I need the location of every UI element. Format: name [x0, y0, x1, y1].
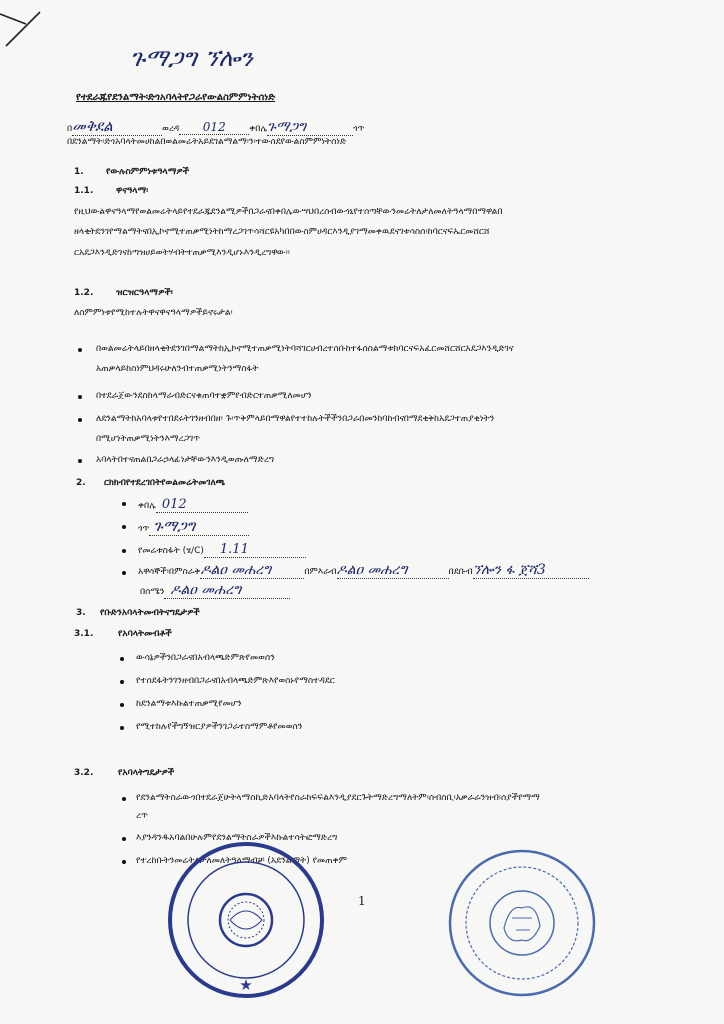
bullet-marker	[78, 459, 82, 463]
official-stamp-left	[166, 840, 326, 1000]
section-3-2-title: የአባላትግዴታዎች	[118, 768, 175, 778]
list-item: የተረከቡትንመሬትለታለመለትዓላማብቻ (አደንልማት) የመጠቀም	[136, 856, 348, 866]
page-number: 1	[358, 894, 366, 908]
list-item: አጠቃላይከስነምህዳሩሁለንብተጠቃሚነትንማስፋት	[96, 364, 259, 374]
intro-prefix: በ	[67, 124, 73, 134]
list-item: የደንልማትስራውጎበተደራጀሁትላማስኪድአባላትየስራከፍፍልእንዲያደርጉትማድረግማለትም፡ሰብስቢ፡አቃራራንዝብ፡ሰያችየማማ	[136, 793, 540, 803]
bullet-marker	[122, 860, 126, 864]
section-1-title: የውሉስምምነቱዓላማዎች	[106, 167, 190, 177]
border-east-value: ዶልዐ መሐረግ	[200, 562, 304, 579]
field-value: 012	[156, 497, 248, 513]
list-item: የሚተከሉየችግኝዝርያዎችንገጋራተስማምቶየመወሰን	[136, 722, 303, 732]
bullet-marker	[78, 418, 82, 422]
bullet-marker	[78, 348, 82, 352]
field-got	[138, 517, 249, 536]
corner-pen-mark	[0, 0, 60, 60]
list-item: ለደንልማትከአባላቱየተበደሩትገንዘብበዘ፡ ጉ፡ጥቅምላይበማዋልየተተከሉትችችንበጋራበመንከባከብናበማደቂቅከአደጋተጠያቂነትን	[96, 414, 495, 424]
intro-wereda-label: ወረዳ	[162, 124, 180, 134]
intro-line-1	[67, 117, 364, 136]
section-1-1-title: ዋናዓላማ፡	[116, 186, 149, 196]
intro-got-label: ጎጥ	[353, 124, 365, 134]
bullet-marker	[122, 837, 126, 841]
section-1-number: 1.	[74, 167, 84, 177]
bullet-marker	[120, 726, 124, 730]
section-1-2-intro: ለስምምነቱየሚከተሉትዋናዋናዓላማዎችይኖሩታል፡	[74, 308, 233, 318]
bullet-marker	[122, 502, 126, 506]
handwritten-heading: ጉማጋግ ኘሎን	[130, 44, 253, 72]
section-1-1-number: 1.1.	[74, 186, 94, 196]
document-title: የተደራጁየደንልማት፡ድጎአባላትየጋራየውልስምምነትሰነድ	[76, 92, 276, 103]
bullet-marker	[122, 571, 126, 575]
paragraph-line: የዚህውልዋናዓላማየወልመሬትላይየተደራጁደንልሚዎችበጋራናበቀበሌውሣህበረሰብውጎኒየተሰጣቸውንመሬትለታለመለትዓላማበማዋልበ	[74, 207, 503, 217]
field-label: ቀበሌ	[138, 501, 156, 511]
field-value: 1.11	[204, 542, 306, 558]
section-1-2-number: 1.2.	[74, 288, 94, 298]
field-area	[138, 542, 306, 558]
border-label: አዋሳኞች፡በምስራቅ	[138, 567, 201, 577]
bullet-marker	[122, 797, 126, 801]
section-3-1-title: የአባላትመብቶች	[118, 629, 172, 639]
paragraph-line: ርአደጋእንዲድገናከጣዝሀይወትሃብትተጠቃሚእንዲሆኑእንዲረግዋው፡፡	[74, 248, 290, 258]
list-item: በወልመሬትላይበዘላቂትደንገበማልማትከኢኮኖሚተጠቃሚነትባሻገርሀብረተሰቡከተፋሰስልማቱከባርናፍአፈርመሸርሸርአደጋእንዲድገና	[96, 344, 514, 354]
border-west-label: በምእራብ	[304, 567, 337, 577]
border-north-label: በሰሜን	[140, 587, 165, 597]
field-label: ጎጥ	[138, 524, 150, 534]
paragraph-line: ዘላቂትደንገየማልማትናበኢኮኖሚተጠቃሚነትከማረጋገጥሳሻርዩአካበበውስምሀዳርእንዲያገማመቀዉደናገቱሳስሰ፡ከባርናፍኤርመሸርሸ	[74, 227, 490, 237]
official-stamp-right	[446, 848, 598, 998]
section-2-title: ርክክብየተደረገበትየወልመሬትመገለጫ	[104, 478, 226, 488]
list-item: በሚሆነትጠቃሚነትንእማረጋገጥ	[96, 434, 201, 444]
stamp-left-graphic	[166, 840, 326, 1000]
section-3-1-number: 3.1.	[74, 629, 94, 639]
field-value: ጉማጋግ	[149, 517, 249, 536]
intro-wereda-value: 012	[179, 120, 249, 135]
border-west-value: ዶልዐ መሐረግ	[337, 562, 449, 579]
border-north-value: ዶልዐ መሐረግ	[164, 582, 290, 599]
section-3-number: 3.	[76, 608, 86, 618]
list-item: ከደንልማቱእኩልተጠቃሚየመሆን	[136, 699, 242, 709]
intro-kebele-label: ቀበሌ	[249, 124, 268, 134]
section-1-2-title: ዝርዝርዓላማዎች፡	[116, 288, 173, 298]
bullet-marker	[120, 703, 124, 707]
svg-text:★: ★	[239, 976, 253, 994]
list-item: ውሳኔዎችንበጋራናበአብላጫድምጽየመወሰን	[136, 653, 275, 663]
intro-kebele-value: ጉማጋግ	[267, 119, 353, 136]
bullet-marker	[122, 525, 126, 529]
list-item: በተደራጀውንደስከላማራብድርናቁጠባተቋምየብድርተጠቃሚለመሆን	[96, 391, 312, 401]
bullet-marker	[120, 680, 124, 684]
bullet-marker	[122, 549, 126, 553]
list-item: የተሰደፋትንገንዘብበጋራናበአብላጫድምጽእየወሰኑየማስተዳደር	[136, 676, 335, 686]
border-south-label: በደቡብ	[448, 567, 473, 577]
list-item: አባላትበተናጠልበጋራኃላፊነታቸውንእንዲወጡለማድረግ	[96, 455, 275, 465]
border-south-value: ኘሎን ፋ ጀሻ3	[473, 562, 589, 579]
stamp-right-graphic	[446, 848, 598, 998]
section-2-number: 2.	[76, 478, 86, 488]
bullet-marker	[120, 657, 124, 661]
bullet-marker	[78, 395, 82, 399]
field-border-north	[140, 582, 290, 599]
intro-line-2: በደንልማት፡ድጎአባላትመሀከልበወልመሬትአይደገልማልማ፡ን፡ተውሰደየውልስምምነትሰነድ	[67, 137, 347, 147]
list-item: ረጥ	[136, 811, 148, 821]
field-label: የመሬቱስፋት (ሄ/C)	[138, 546, 204, 556]
list-item: እያንዳንዱአባልበሁሉምየደንልማትስራዎችእኩልተሳትፎማድረግ	[136, 833, 338, 843]
section-3-2-number: 3.2.	[74, 768, 94, 778]
section-3-title: የቡድንአባላትመብትናግዴታዎች	[100, 608, 200, 618]
field-kebele	[138, 497, 248, 513]
intro-name-handwritten: መቅደል	[72, 117, 162, 136]
field-borders	[138, 562, 589, 579]
